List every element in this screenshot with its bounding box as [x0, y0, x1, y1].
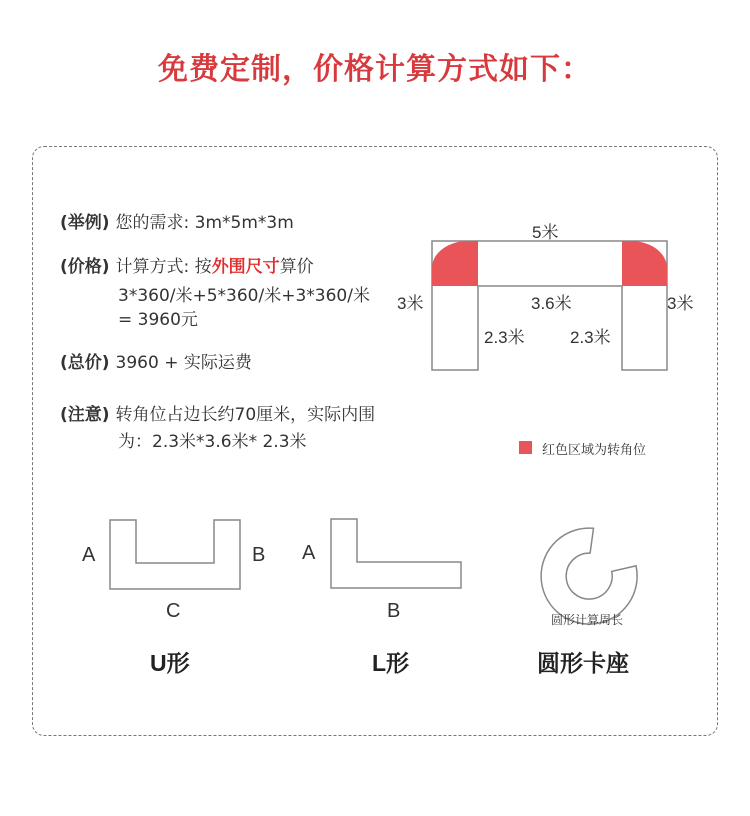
dim-top: 5米	[532, 223, 559, 242]
round-shape	[541, 528, 637, 624]
example-text: 您的需求: 3m*5m*3m	[115, 213, 294, 233]
dim-inner-right: 2.3米	[570, 328, 611, 347]
total-text: 3960 + 实际运费	[115, 353, 252, 373]
dim-inner-left: 2.3米	[484, 328, 525, 347]
page-title: 免费定制，价格计算方式如下：	[158, 52, 592, 87]
l-label-b: B	[387, 600, 401, 622]
l-shape	[331, 519, 461, 588]
price-highlight: 外围尺寸	[211, 257, 280, 277]
u-label-b: B	[252, 544, 266, 566]
legend-text: 红色区域为转角位	[542, 443, 647, 458]
u-label-c: C	[166, 600, 181, 622]
dim-inner-top: 3.6米	[531, 294, 572, 313]
l-shape-name: L形	[372, 650, 410, 676]
dim-left: 3米	[397, 294, 424, 313]
price-suffix: 算价	[279, 257, 314, 277]
note-line2: 为：2.3米*3.6米* 2.3米	[118, 432, 307, 452]
dim-right: 3米	[667, 294, 694, 313]
price-formula: 3*360/米+5*360/米+3*360/米	[118, 286, 370, 306]
price-tag: (价格)	[60, 257, 110, 277]
example-tag: (举例)	[60, 213, 110, 233]
legend-swatch	[519, 441, 532, 454]
corner-right	[622, 241, 667, 286]
price-result: = 3960元	[118, 310, 198, 330]
u-label-a: A	[82, 544, 96, 566]
u-shape-name: U形	[150, 650, 190, 676]
round-caption: 圆形计算周长	[551, 613, 624, 627]
price-prefix: 计算方式: 按	[115, 257, 212, 277]
l-label-a: A	[302, 542, 316, 564]
note-tag: (注意)	[60, 405, 110, 425]
note-line1: 转角位占边长约70厘米，实际内围	[115, 405, 376, 425]
total-tag: (总价)	[60, 353, 110, 373]
round-shape-name: 圆形卡座	[537, 650, 629, 676]
corner-left	[432, 241, 478, 286]
u-shape	[110, 520, 240, 589]
